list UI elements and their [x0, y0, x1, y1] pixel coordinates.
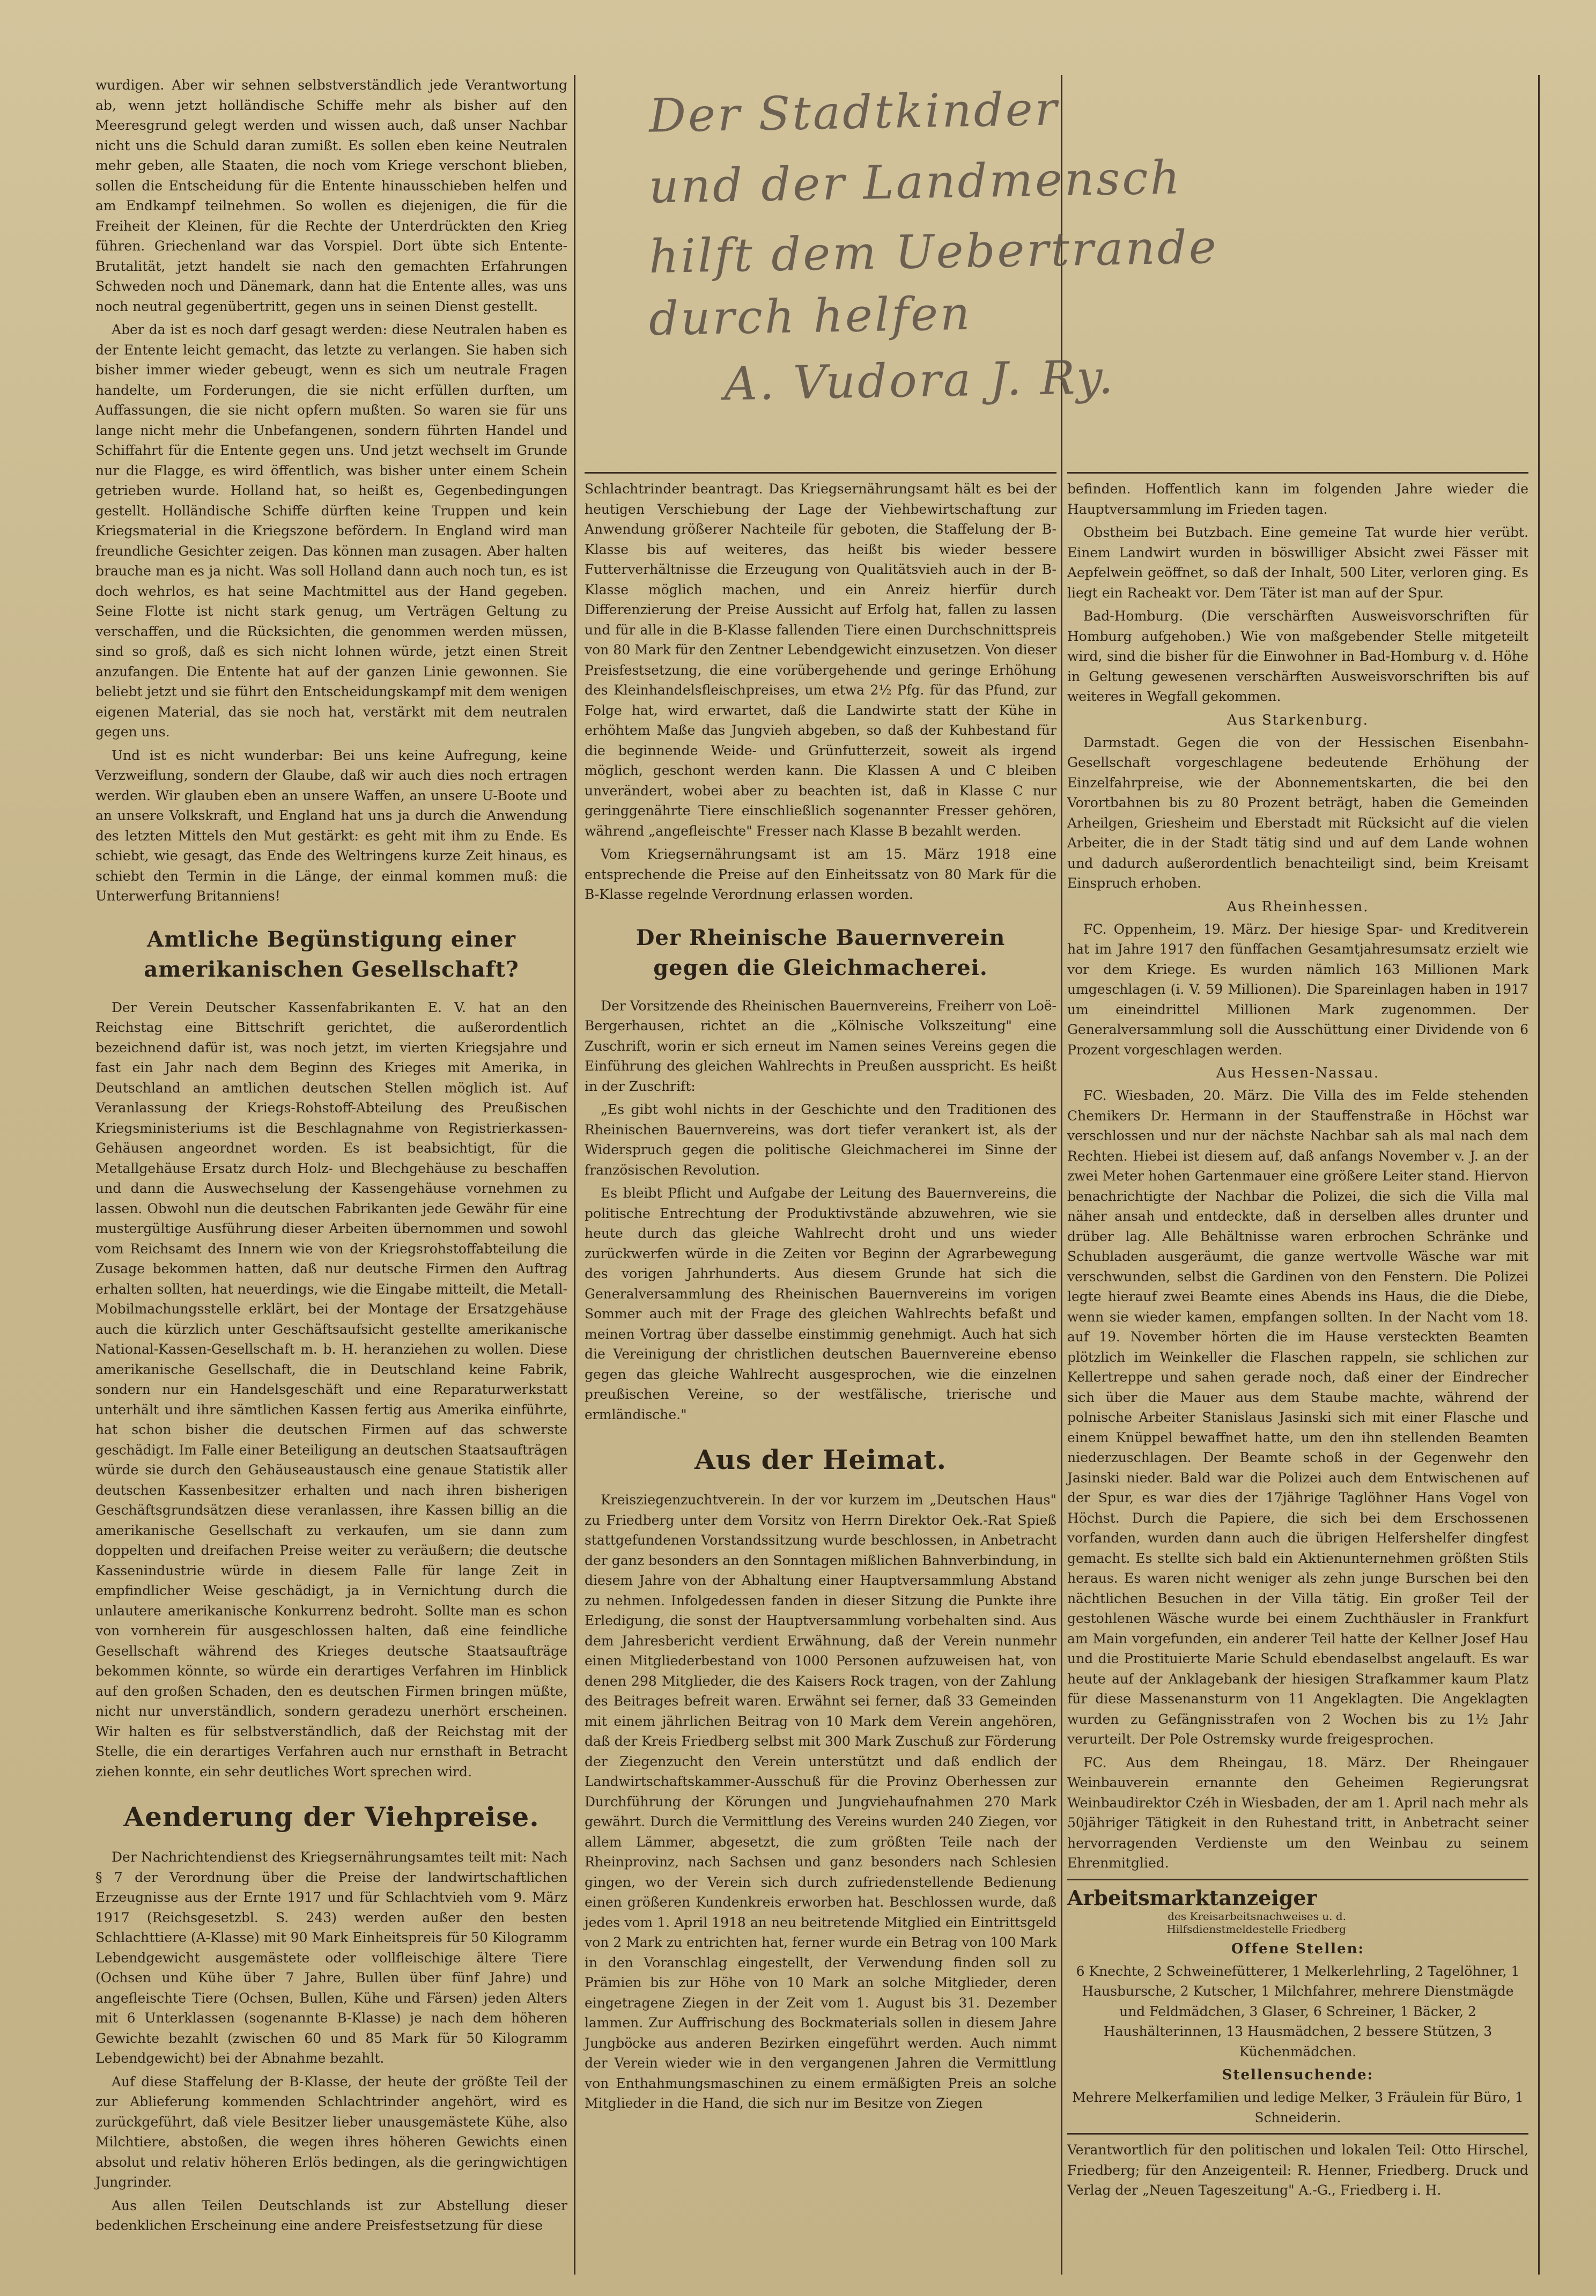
ad-source: des Kreisarbeitsnachweises u. d. Hilfsdienstmeldestelle Friedberg	[1166, 1909, 1346, 1936]
article-text: Kreisziegenzuchtverein. In der vor kurzem im „Deutschen Haus" zu Friedberg unter dem Vorsitz von Herrn Direktor Oek.-Rat Spieß stattgefundenen Vorstandssitzung wurde beschlossen, in Anbetracht der ganz besonders an den Sonntagen mißlichen Bahnverbindung, in diesem Jahre von der Abhaltung einer Hauptversammlung Abstand zu nehmen. Infolgedessen fanden in dieser Sitzung die Punkte ihre Erledigung, die sonst der Hauptversammlung vorbehalten sind. Aus dem Jahresbericht verdient Erwähnung, daß der Verein nunmehr einen Mitgliederbestand von 1000 Personen aufzuweisen hat, von denen 298 Mitglieder, die des Kaisers Rock tragen, von der Zahlung des Beitrages befreit waren. Erwähnt sei ferner, daß 33 Gemeinden mit einem jährlichen Beitrag von 10 Mark dem Verein angehören, daß der Kreis Friedberg selbst mit 300 Mark Zuschuß zur Förderung der Ziegenzucht den Verein unterstützt und daß endlich der Landwirtschaftskammer-Ausschuß für die Provinz Oberhessen zur Durchführung der Körungen und Jungviehaufnahmen 270 Mark gewährt. Durch die Vermittlung des Vereins wurden 240 Ziegen, vor allem Lämmer, abgesetzt, die zum größten Teile nach der Rheinprovinz, nach Sachsen und ganz besonders nach Schlesien gingen, wo der Verein sich durch zufriedenstellende Bedienung einen größeren Kundenkreis erworben hat. Beschlossen wurde, daß jedes vom 1. April 1918 an neu beitretende Mitglied ein Eintrittsgeld von 2 Mark zu entrichten hat, ferner wurde ein Betrag von 100 Mark in den Voranschlag eingestellt, der Verwendung finden soll zu Prämien bis zur Höhe von 10 Mark an solche Mitglieder, deren eingetragene Ziegen in der Zeit vom 1. August bis 31. Dezember lammen. Zur Auffrischung des Bockmaterials sollen in diesem Jahre Jungböcke aus anderen Bezirken eingeführt werden. Auch nimmt der Verein wieder wie in den vergangenen Jahren die Vermittlung von Enthahmungsmaschinen zu einem ermäßigten Preis an solche Mitglieder in die Hand, die sich nur im Besitze von Ziegen	[585, 1492, 1056, 2111]
ad-section-label: Stellensuchende:	[1222, 2067, 1374, 2083]
divider	[1067, 472, 1528, 474]
handwriting-line: Der Stadtkinder	[648, 82, 1060, 143]
article-text: Der Nachrichtendienst des Kriegsernährungsamtes teilt mit: Nach § 7 der Verordnung über die Preise der landwirtschaftlichen Erzeugnisse aus der Ernte 1917 und für Schlachtvieh vom 9. März 1917 (Reichsgesetzbl. S. 243) werden außer den besten Schlachttiere (A-Klasse) mit 90 Mark Einheitspreis für 50 Kilogramm Lebendgewicht ausgemästete oder vollfleischige ältere Tiere (Ochsen und Kühe über 7 Jahre, Bullen über fünf Jahre) und angefleischte Tiere (Ochsen, Bullen, Kühe und Färsen) jeden Alters mit 6 Unterklassen (sogenannte B-Klasse) je nach dem höheren Gewichte bezahlt (zwischen 60 und 85 Mark für 50 Kilogramm Lebendgewicht) bei der Abnahme bezahlt.	[95, 1849, 567, 2066]
column-3	[1067, 467, 1528, 2275]
article-text: befinden. Hoffentlich kann im folgenden Jahre wieder die Hauptversammlung im Frieden tagen.	[1067, 481, 1528, 517]
article-text: Der Vorsitzende des Rheinischen Bauernvereins, Freiherr von Loë-Bergerhausen, richtet an die „Kölnische Volkszeitung" eine Zuschrift, worin er sich erneut im Namen seines Vereins gegen die Einführung des gleichen Wahlrechts in Preußen ausspricht. Es heißt in der Zuschrift:	[585, 998, 1056, 1094]
signature: A. Vudora J. Ry.	[723, 350, 1116, 411]
article-text: Auf diese Staffelung der B-Klasse, der heute der größte Teil der zur Ablieferung kommenden Schlachtrinder angehört, wird es zurückgeführt, daß viele Besitzer lieber unausgemästete Kühe, also Milchtiere, abstoßen, die wegen ihres höheren Gewichts einen absolut und relativ höheren Erlös bedingen, als die geringwichtigen Jungrinder.	[95, 2073, 567, 2190]
imprint: Verantwortlich für den politischen und lokalen Teil: Otto Hirschel, Friedberg; für den Anzeigenteil: R. Henner, Friedberg. Druck und Verlag der „Neuen Tageszeitung" A.-G., Friedberg i. H.	[1067, 2142, 1528, 2198]
article-text: Es bleibt Pflicht und Aufgabe der Leitung des Bauernvereins, die politische Entrechtung der Produktivstände abzuwehren, wie sie heute durch das gleiche Wahlrecht droht und uns wieder zurückwerfen würde in die Zeiten vor Beginn der Agrarbewegung des vorigen Jahrhunderts. Aus diesem Grunde hat sich die Generalversammlung des Rheinischen Bauernvereins im vorigen Sommer auch mit der Frage des gleichen Wahlrechts befaßt und meinen Vortrag über dasselbe einstimmig genehmigt. Auch hat sich die Vereinigung der christlichen deutschen Bauernvereine ebenso gegen das gleiche Wahlrecht ausgesprochen, wie die einzelnen preußischen Vereine, so der westfälische, trierische und ermländische."	[585, 1185, 1056, 1422]
article-text: FC. Wiesbaden, 20. März. Die Villa des im Felde stehenden Chemikers Dr. Hermann in der Stauffenstraße in Höchst war verschlossen und nur der nächste Nachbar sah als mal nach dem Rechten. Hiebei ist diesem auf, daß anfangs November v. J. an der zwei Meter hohen Gartenmauer eine größere Leiter stand. Hiervon benachrichtigte der Nachbar die Polizei, die sich die Villa mal näher ansah und entdeckte, daß in derselben alles drunter und drüber lag. Alle Behältnisse waren erbrochen Schränke und Schubladen ausgeräumt, die ganze wertvolle Wäsche war mit verschwunden, selbst die Gardinen von den Fenstern. Die Polizei legte hierauf zwei Beamte eines Abends ins Haus, die die Diebe, wenn sie wieder kamen, empfangen sollten. In der Nacht vom 18. auf 19. November hörten die im Hause versteckten Beamten plötzlich im Weinkeller die Flaschen rappeln, sie schlichen zur Kellertreppe und sahen gerade noch, daß einer der Eindrecher sich über die Mauer aus dem Staube machte, während der polnische Arbeiter Stanislaus Jasinski sich mit einer Flasche und einem Knüppel bewaffnet hatte, um den ihn stellenden Beamten niederzuschlagen. Der Beamte schoß in der Gegenwehr den Jasinski nieder. Bald war die Polizei auch dem Entwischenen auf der Spur, es war dies der 17jährige Taglöhner Hans Vogel von Höchst. Durch die Papiere, die sich bei dem Erschossenen vorfanden, wurden dann auch die übrigen Helfershelfer dingfest gemacht. Es stellte sich bald ein Aktienunternehmen größten Stils heraus. Es waren nicht weniger als zehn junge Burschen bei den nächtlichen Besuchen in der Villa tätig. Ein großer Teil der gestohlenen Wäsche wurde bei einem Zuchthäusler in Frankfurt am Main vorgefunden, ein anderer Teil hatte der Kellner Josef Hau und die Prostituierte Marie Schuld ebendaselbst angelauft. Es war heute auf der Anklagebank der hiesigen Strafkammer kaum Platz für diese Massenansturm von 11 Angeklagten. Die Angeklagten wurden zu Gefängnisstrafen von 2 Wochen bis zu 1½ Jahr verurteilt. Der Pole Ostremsky wurde freigesprochen.	[1067, 1088, 1528, 1747]
handwriting-line: und der Landmensch	[648, 151, 1183, 214]
ad-text: Mehrere Melkerfamilien und ledige Melker, 3 Fräulein für Büro, 1 Schneiderin.	[1072, 2090, 1524, 2125]
article-text: Aber da ist es noch darf gesagt werden: diese Neutralen haben es der Entente leicht gemacht, das letzte zu verlangen. Sie haben sich bisher immer wieder gebeugt, wenn es sich um neutrale Fragen handelte, um Forderungen, die sie nicht erfüllen durften, um Auffassungen, die sie nicht opfern mußten. So waren sie für uns lange nicht mehr die Unbefangenen, sondern führten Handel und Schiffahrt für die Entente gegen uns. Und jetzt wechselt im Grunde nur die Flagge, es wird öffentlich, was bisher unter einem Schein getrieben wurde. Holland hat, so heißt es, Gegenbedingungen gestellt. Holländische Schiffe dürften keine Truppen und kein Kriegsmaterial in die Kriegszone befördern. In England wird man freundliche Gesichter zeigen. Das können man zusagen. Aber halten brauche man es ja nicht. Was soll Holland dann auch noch tun, es ist doch wehrlos, es hat seine Machtmittel aus der Hand gegeben. Seine Flotte ist nicht stark genug, um Verträgen Geltung zu verschaffen, und die Rücksichten, die genommen werden müssen, sind so groß, daß es sich nicht lohnen würde, jetzt einen Streit anzufangen. Die Entente hat auf der ganzen Linie gewonnen. Sie beliebt jetzt und sie führt den Entscheidungskampf mit dem wenigen eigenen Material, das sie noch hat, verstärkt mit dem neutralen gegen uns.	[95, 322, 567, 740]
section-heading: Aus Starkenburg.	[1227, 712, 1369, 728]
article-text: Aus allen Teilen Deutschlands ist zur Abstellung dieser bedenklichen Erscheinung eine andere Preisfestsetzung für diese	[95, 2197, 567, 2233]
headline: Aenderung der Viehpreise.	[123, 1801, 540, 1833]
article-text: FC. Oppenheim, 19. März. Der hiesige Spar- und Kreditverein hat im Jahre 1917 den fünffachen Gesamtjahresumsatz erzielt wie vor dem Kriege. Es wurden nämlich 163 Millionen Mark umgeschlagen (i. V. 59 Millionen). Die Spareinlagen haben in 1917 um eineindrittel Millionen Mark zugenommen. Der Generalversammlung soll die Ausschüttung einer Dividende von 6 Prozent vorgeschlagen werden.	[1067, 921, 1528, 1058]
headline: Amtliche Begünstigung einer amerikanischen Gesellschaft?	[144, 926, 519, 982]
article-text: Und ist es nicht wunderbar: Bei uns keine Aufregung, keine Verzweiflung, sondern der Glaube, daß wir auch dies noch ertragen werden. Wir glauben eben an unsere Waffen, an unsere U-Boote und an unsere Volkskraft, und England hat uns ja durch die Anwendung des letzten Mittels den Mut gestärkt: es geht mit ihm zu Ende. Es schiebt, wie gesagt, das Ende des Weltringens kurze Zeit hinaus, es schiebt den Termin in die Länge, der einmal kommen muß: die Unterwerfung Britanniens!	[95, 747, 567, 904]
article-text: Darmstadt. Gegen die von der Hessischen Eisenbahn-Gesellschaft vorgeschlagene bedeutende Erhöhung der Einzelfahrpreise, wie der Abonnementskarten, die bei den Vorortbahnen bis zu 80 Prozent beträgt, haben die Gemeinden Arheilgen, Griesheim und Eberstadt mit Rücksicht auf die vielen Arbeiter, die in der Stadt tätig sind und auf dem Lande wohnen und dadurch außerordentlich benachteiligt sind, beim Kreisamt Einspruch erhoben.	[1067, 734, 1528, 891]
headline: Aus der Heimat.	[694, 1444, 947, 1475]
article-text: Bad-Homburg. (Die verschärften Ausweisvorschriften für Homburg aufgehoben.) Wie von maßgebender Stelle mitgeteilt wird, sind die bisher für die Einwohner in Bad-Homburg v. d. Höhe in Geltung gewesenen verschärften Ausweisvorschriften bis auf weiteres in Wegfall gekommen.	[1067, 608, 1528, 704]
ad-title: Arbeitsmarktanzeiger	[1067, 1885, 1317, 1910]
column-rule	[574, 75, 575, 2275]
handwriting-line: hilft dem Uebertrande	[648, 220, 1219, 284]
article-text: Vom Kriegsernährungsamt ist am 15. März 1918 eine entsprechende die Preise auf den Einheitssatz von 80 Mark für die B-Klasse regelnde Verordnung erlassen worden.	[585, 846, 1056, 902]
job-market-ad	[1067, 1886, 1528, 2128]
article-text: Der Verein Deutscher Kassenfabrikanten E. V. hat an den Reichstag eine Bittschrift gerichtet, die außerordentlich bezeichnend dafür ist, was noch jetzt, im vierten Kriegsjahre und fast ein Jahr nach dem Beginn des Krieges mit Amerika, in Deutschland an amtlichen deutschen Stellen möglich ist. Auf Veranlassung der Kriegs-Rohstoff-Abteilung des Preußischen Kriegsministeriums ist die Beschlagnahme von Registrierkassen-Gehäusen angeordnet worden. Es ist beabsichtigt, für die Metallgehäuse Ersatz durch Holz- und Blechgehäuse zu beschaffen und dann die Auswechselung der Kassengehäuse vornehmen zu lassen. Obwohl nun die deutschen Fabrikanten jede Gewähr für eine mustergültige Ausführung dieser Arbeiten übernommen und sowohl vom Reichsamt des Innern wie von der Kriegsrohstoffabteilung die Zusage bekommen hatten, daß nur deutsche Firmen den Auftrag erhalten sollten, hat neuerdings, wie die Eingabe mitteilt, die Metall-Mobilmachungsstelle erklärt, bei der Montage der Ersatzgehäuse auch die kürzlich unter Geschäftsaufsicht gestellte amerikanische National-Kassen-Gesellschaft m. b. H. heranziehen zu wollen. Diese amerikanische Gesellschaft, die in Deutschland keine Fabrik, sondern nur ein Handelsgeschäft und eine Reparaturwerkstatt unterhält und ihre sämtlichen Kassen fertig aus Amerika einführte, hat schon bisher die deutschen Firmen auf das schwerste geschädigt. Im Falle einer Beteiligung an deutschen Staatsaufträgen würde sie durch den Gehäuseaustausch eine genaue Statistik aller deutschen Kassenbesitzer erhalten und nach ihren bisherigen Geschäftsgrundsätzen diese veranlassen, ihre Kassen billig an die amerikanische Gesellschaft zu verkaufen, um sie dann zum doppelten und dreifachen Preise weiter zu veräußern; die deutsche Kassenindustrie würde in diesem Falle für lange Zeit in empfindlicher Weise geschädigt, ja in Vernichtung durch die unlautere amerikanische Konkurrenz bedroht. Sollte man es schon von vornherein für ausgeschlossen halten, daß eine feindliche Gesellschaft während des Krieges deutsche Staatsaufträge bekommen könnte, so würde ein derartiges Verfahren im Hinblick auf den großen Schaden, den es deutschen Firmen bringen müßte, nicht nur unverständlich, sondern geradezu unerhört erscheinen. Wir halten es für selbstverständlich, daß der Reichstag mit der Stelle, die ein derartiges Verfahren auch nur ernsthaft in Betracht ziehen konnte, ein sehr deutliches Wort sprechen wird.	[95, 999, 567, 1780]
ad-section-label: Offene Stellen:	[1231, 1940, 1365, 1957]
column-rule	[1538, 75, 1540, 2275]
article-text: FC. Aus dem Rheingau, 18. März. Der Rheingauer Weinbauverein ernannte den Geheimen Regierungsrat Weinbaudirektor Czéh in Wiesbaden, der am 1. April nach mehr als 50jähriger Tätigkeit in den Ruhestand tritt, in Anbetracht seiner hervorragenden Verdienste um den Weinbau zu seinem Ehrenmitglied.	[1067, 1754, 1528, 1871]
ad-text: 6 Knechte, 2 Schweinefütterer, 1 Melkerlehrling, 2 Tagelöhner, 1 Hausbursche, 2 Kutscher, 1 Milchfahrer, mehrere Dienstmägde und Feldmädchen, 3 Glaser, 6 Schreiner, 1 Bäcker, 2 Haushälterinnen, 13 Hausmädchen, 2 bessere Stützen, 3 Küchenmädchen.	[1076, 1963, 1520, 2059]
article-text: Schlachtrinder beantragt. Das Kriegsernährungsamt hält es bei der heutigen Verschiebung der Lage der Viehbewirtschaftung zur Anwendung größerer Nachteile für geboten, die Staffelung der B-Klasse bis auf weiteres, das heißt bis wieder bessere Futterverhältnisse die Erzeugung von Qualitätsvieh auch in der B-Klasse möglich machen, und ein Anreiz hierfür durch Differenzierung der Preise Aussicht auf Erfolg hat, fallen zu lassen und für alle in die B-Klasse fallenden Tiere einen Durchschnittspreis von 80 Mark für den Zentner Lebendgewicht einzusetzen. Von dieser Preisfestsetzung, die eine vorübergehende und geringe Erhöhung des Kleinhandelsfleischpreises, um etwa 2½ Pfg. für das Pfund, zur Folge hat, wird erwartet, daß die Landwirte statt der Kühe in erhöhtem Maße das Jungvieh abgeben, so daß der Kuhbestand für die beginnende Weide- und Grünfutterzeit, soweit als irgend möglich, geschont werden kann. Die Klassen A und C bleiben unverändert, wobei aber zu beachten ist, daß in Klasse C nur geringgenährte Tiere einschließlich sogenannter Fresser gehören, während „angefleischte" Fresser nach Klasse B bezahlt werden.	[585, 481, 1056, 839]
article-text: „Es gibt wohl nichts in der Geschichte und den Traditionen des Rheinischen Bauernvereins, was dort tiefer verankert ist, als der Widerspruch gegen die politische Gleichmacherei im Sinne der französischen Revolution.	[585, 1102, 1056, 1178]
article-text: wurdigen. Aber wir sehnen selbstverständlich jede Verantwortung ab, wenn jetzt holländische Schiffe mehr als bisher auf den Meeresgrund gelegt werden und wissen auch, daß unser Nachbar nicht uns die Schuld daran zumißt. Es sollen eben keine Neutralen mehr geben, alle Staaten, die noch vom Kriege verschont blieben, sollen die Entscheidung für die Entente hinausschieben helfen und am Endkampf teilnehmen. So wollen es diejenigen, die für die Freiheit der Kleinen, für die Rechte der Unterdrückten den Krieg führen. Griechenland war das Vorspiel. Dort übte sich Entente-Brutalität, jetzt handelt sie nach den gemachten Erfahrungen Schweden noch und Dänemark, dann hat die Entente alles, was uns noch neutral gegenübertritt, gegen uns in seinen Dienst gestellt.	[95, 77, 567, 314]
section-heading: Aus Rheinhessen.	[1226, 898, 1369, 915]
handwriting-line: durch helfen	[648, 286, 973, 346]
divider	[1067, 2133, 1528, 2135]
section-heading: Aus Hessen-Nassau.	[1216, 1065, 1380, 1081]
column-2	[585, 467, 1056, 2275]
divider	[1067, 1879, 1528, 1880]
handwritten-note	[585, 75, 1528, 429]
divider	[585, 472, 1056, 474]
article-text: Obstheim bei Butzbach. Eine gemeine Tat wurde hier verübt. Einem Landwirt wurden in böswilliger Absicht zwei Fässer mit Aepfelwein geöffnet, so daß der Inhalt, 500 Liter, verloren ging. Es liegt ein Racheakt vor. Dem Täter ist man auf der Spur.	[1067, 525, 1528, 601]
headline: Der Rheinische Bauernverein gegen die Gleichmacherei.	[636, 925, 1006, 980]
column-1	[95, 75, 567, 2275]
